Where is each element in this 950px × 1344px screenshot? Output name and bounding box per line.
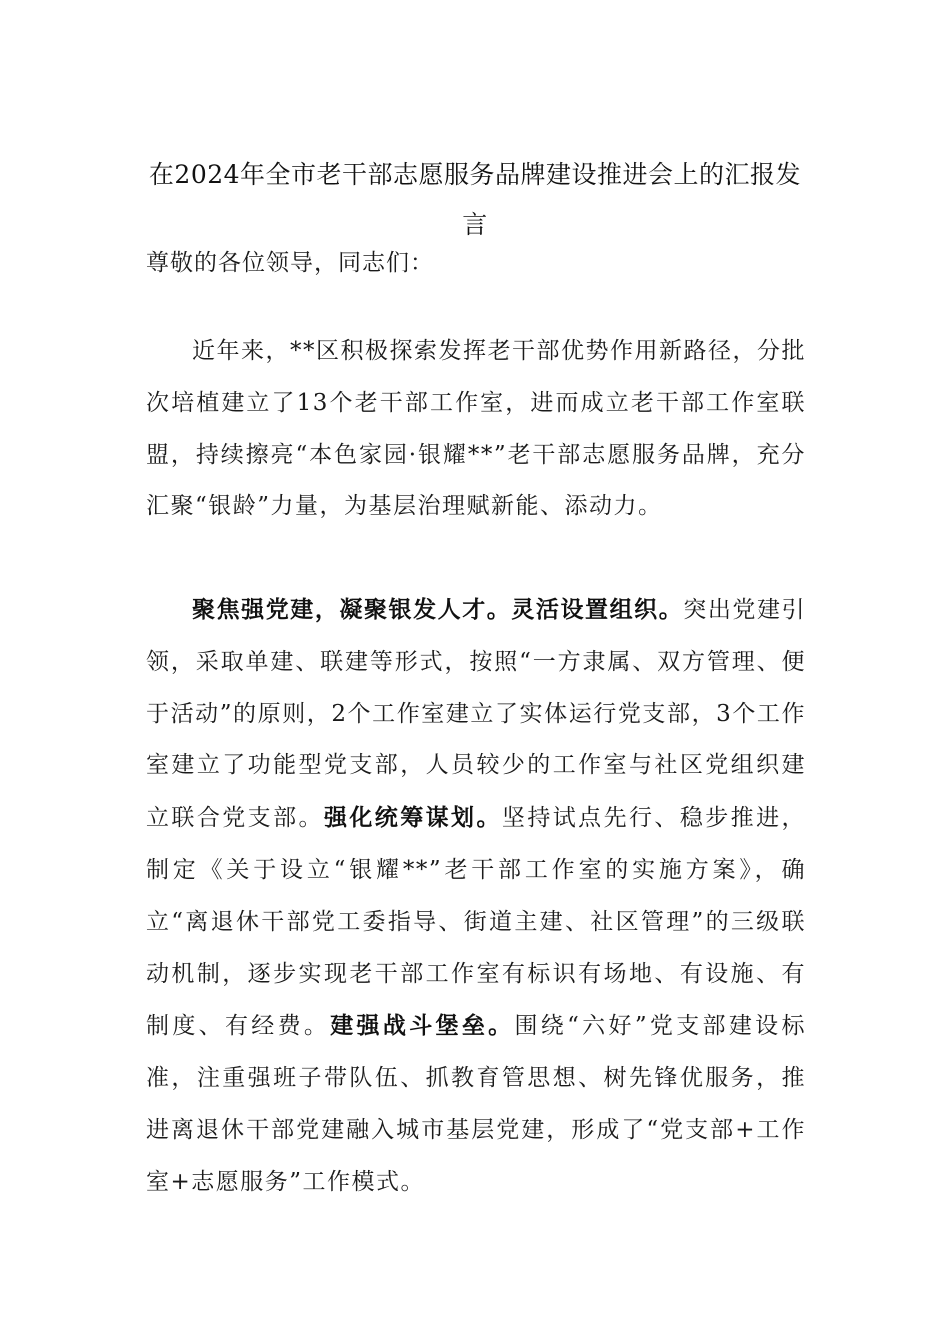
subheading-planning: 强化统筹谋划。 [323,804,502,832]
subtext-organization: 突出党建引领，采取单建、联建等形式，按照“一方隶属、双方管理、便于活动”的原则，2个工作室建立了实体运行党支部，3个工作室建立了功能型党支部，人员较少的工作室与社区党组织建立联合党支部。 [146,597,806,832]
subtext-planning: 坚持试点先行、稳步推进，制定《关于设立“银耀**”老干部工作室的实施方案》，确立“离退休干部党工委指导、街道主建、社区管理”的三级联动机制，逐步实现老干部工作室有标识有场地、有设施、有制度、有经费。 [146,805,807,1040]
paragraph-intro-text: 近年来，**区积极探索发挥老干部优势作用新路径，分批次培植建立了13个老干部工作室，进而成立老干部工作室联盟，持续擦亮“本色家园·银耀**”老干部志愿服务品牌，充分汇聚“银龄”力量，为基层治理赋新能、添动力。 [146,338,806,520]
subheading-organization: 灵活设置组织。 [511,596,684,623]
section-heading: 聚焦强党建，凝聚银发人才。 [192,596,512,623]
subtext-fortress: 围绕“六好”党支部建设标准，注重强班子带队伍、抓教育管思想、树先锋优服务，推进离退休干部党建融入城市基层党建，形成了“党支部+工作室+志愿服务”工作模式。 [146,1013,806,1195]
subheading-fortress: 建强战斗堡垒。 [330,1012,515,1040]
document-title: 在2024年全市老干部志愿服务品牌建设推进会上的汇报发言 [148,160,802,239]
salutation: 尊敬的各位领导，同志们： [146,250,434,276]
paragraph-party-building [146,584,806,1209]
paragraph-intro [146,326,806,533]
